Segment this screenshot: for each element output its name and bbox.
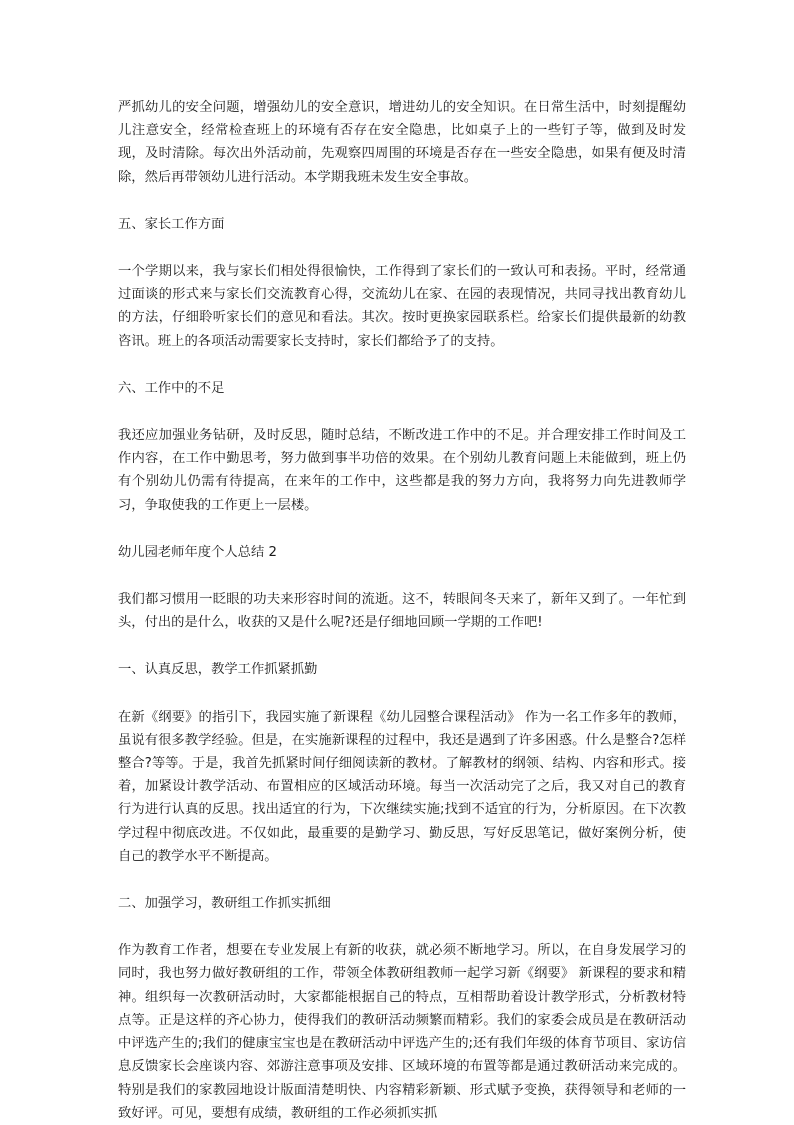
heading-parent-work: 五、家长工作方面 bbox=[118, 216, 225, 232]
paragraph-safety: 严抓幼儿的安全问题，增强幼儿的安全意识，增进幼儿的安全知识。在日常生活中，时刻提醒幼儿注意安全，经常检查班上的环境有否存在安全隐患，比如桌子上的一些钉子等，做到及时发现，及时清除。每次出外活动前，先观察四周围的环境是否存在一些安全隐患，如果有便及时清除，然后再带领幼儿进行活动。本学期我班未发生安全事故。 bbox=[118, 100, 686, 185]
document-body bbox=[118, 96, 686, 1125]
heading-reflection: 一、认真反思，教学工作抓紧抓勤 bbox=[118, 662, 318, 678]
paragraph-reflection: 在新《纲要》的指引下，我园实施了新课程《幼儿园整合课程活动》 作为一名工作多年的教师，虽说有很多教学经验。但是，在实施新课程的过程中，我还是遇到了许多困惑。什么是整合?怎样整合?等等。于是，我首先抓紧时间仔细阅读新的教材。了解教材的纲领、结构、内容和形式。接着，加紧设计教学活动、布置相应的区域活动环境。每当一次活动完了之后，我又对自己的教育行为进行认真的反思。找出适宜的行为，下次继续实施;找到不适宜的行为，分析原因。在下次教学过程中彻底改进。不仅如此，最重要的是勤学习、勤反思，写好反思笔记，做好案例分析，使自己的教学水平不断提高。 bbox=[118, 709, 686, 864]
paragraph-shortcomings: 我还应加强业务钻研，及时反思，随时总结，不断改进工作中的不足。并合理安排工作时间及工作内容，在工作中勤思考，努力做到事半功倍的效果。在个别幼儿教育问题上未能做到，班上仍有个别幼儿仍需有待提高，在来年的工作中，这些都是我的努力方向，我将努力向先进教师学习，争取使我的工作更上一层楼。 bbox=[118, 428, 686, 513]
paragraph-intro: 我们都习惯用一眨眼的功夫来形容时间的流逝。这不，转眼间冬天来了，新年又到了。一年忙到头，付出的是什么，收获的又是什么呢?还是仔细地回顾一学期的工作吧! bbox=[118, 592, 686, 631]
paragraph-parent-work: 一个学期以来，我与家长们相处得很愉快，工作得到了家长们的一致认可和表扬。平时，经常通过面谈的形式来与家长们交流教育心得，交流幼儿在家、在园的表现情况，共同寻找出教育幼儿的方法，仔细聆听家长们的意见和看法。其次。按时更换家园联系栏。给家长们提供最新的幼教咨讯。班上的各项活动需要家长支持时，家长们都给予了的支持。 bbox=[118, 264, 686, 349]
paragraph-research-group: 作为教育工作者，想要在专业发展上有新的收获，就必须不断地学习。所以，在自身发展学习的同时，我也努力做好教研组的工作，带领全体教研组教师一起学习新《纲要》 新课程的要求和精神。组织每一次教研活动时，大家都能根据自己的特点，互相帮助着设计教学形式，分析教材特点等。正是这样的齐心协力，使得我们的教研活动频繁而精彩。我们的家委会成员是在教研活动中评选产生的;我们的健康宝宝也是在教研活动中评选产生的;还有我们年级的体育节项目、家访信息反馈家长会座谈内容、郊游注意事项及安排、区域环境的布置等都是通过教研活动来完成的。特别是我们的家教园地设计版面清楚明快、内容精彩新颖、形式赋予变换，获得领导和老师的一致好评。可见，要想有成绩，教研组的工作必须抓实抓 bbox=[118, 943, 686, 1121]
heading-shortcomings: 六、工作中的不足 bbox=[118, 380, 225, 396]
heading-summary-2: 幼儿园老师年度个人总结 2 bbox=[118, 544, 277, 560]
heading-research-group: 二、加强学习，教研组工作抓实抓细 bbox=[118, 896, 331, 912]
